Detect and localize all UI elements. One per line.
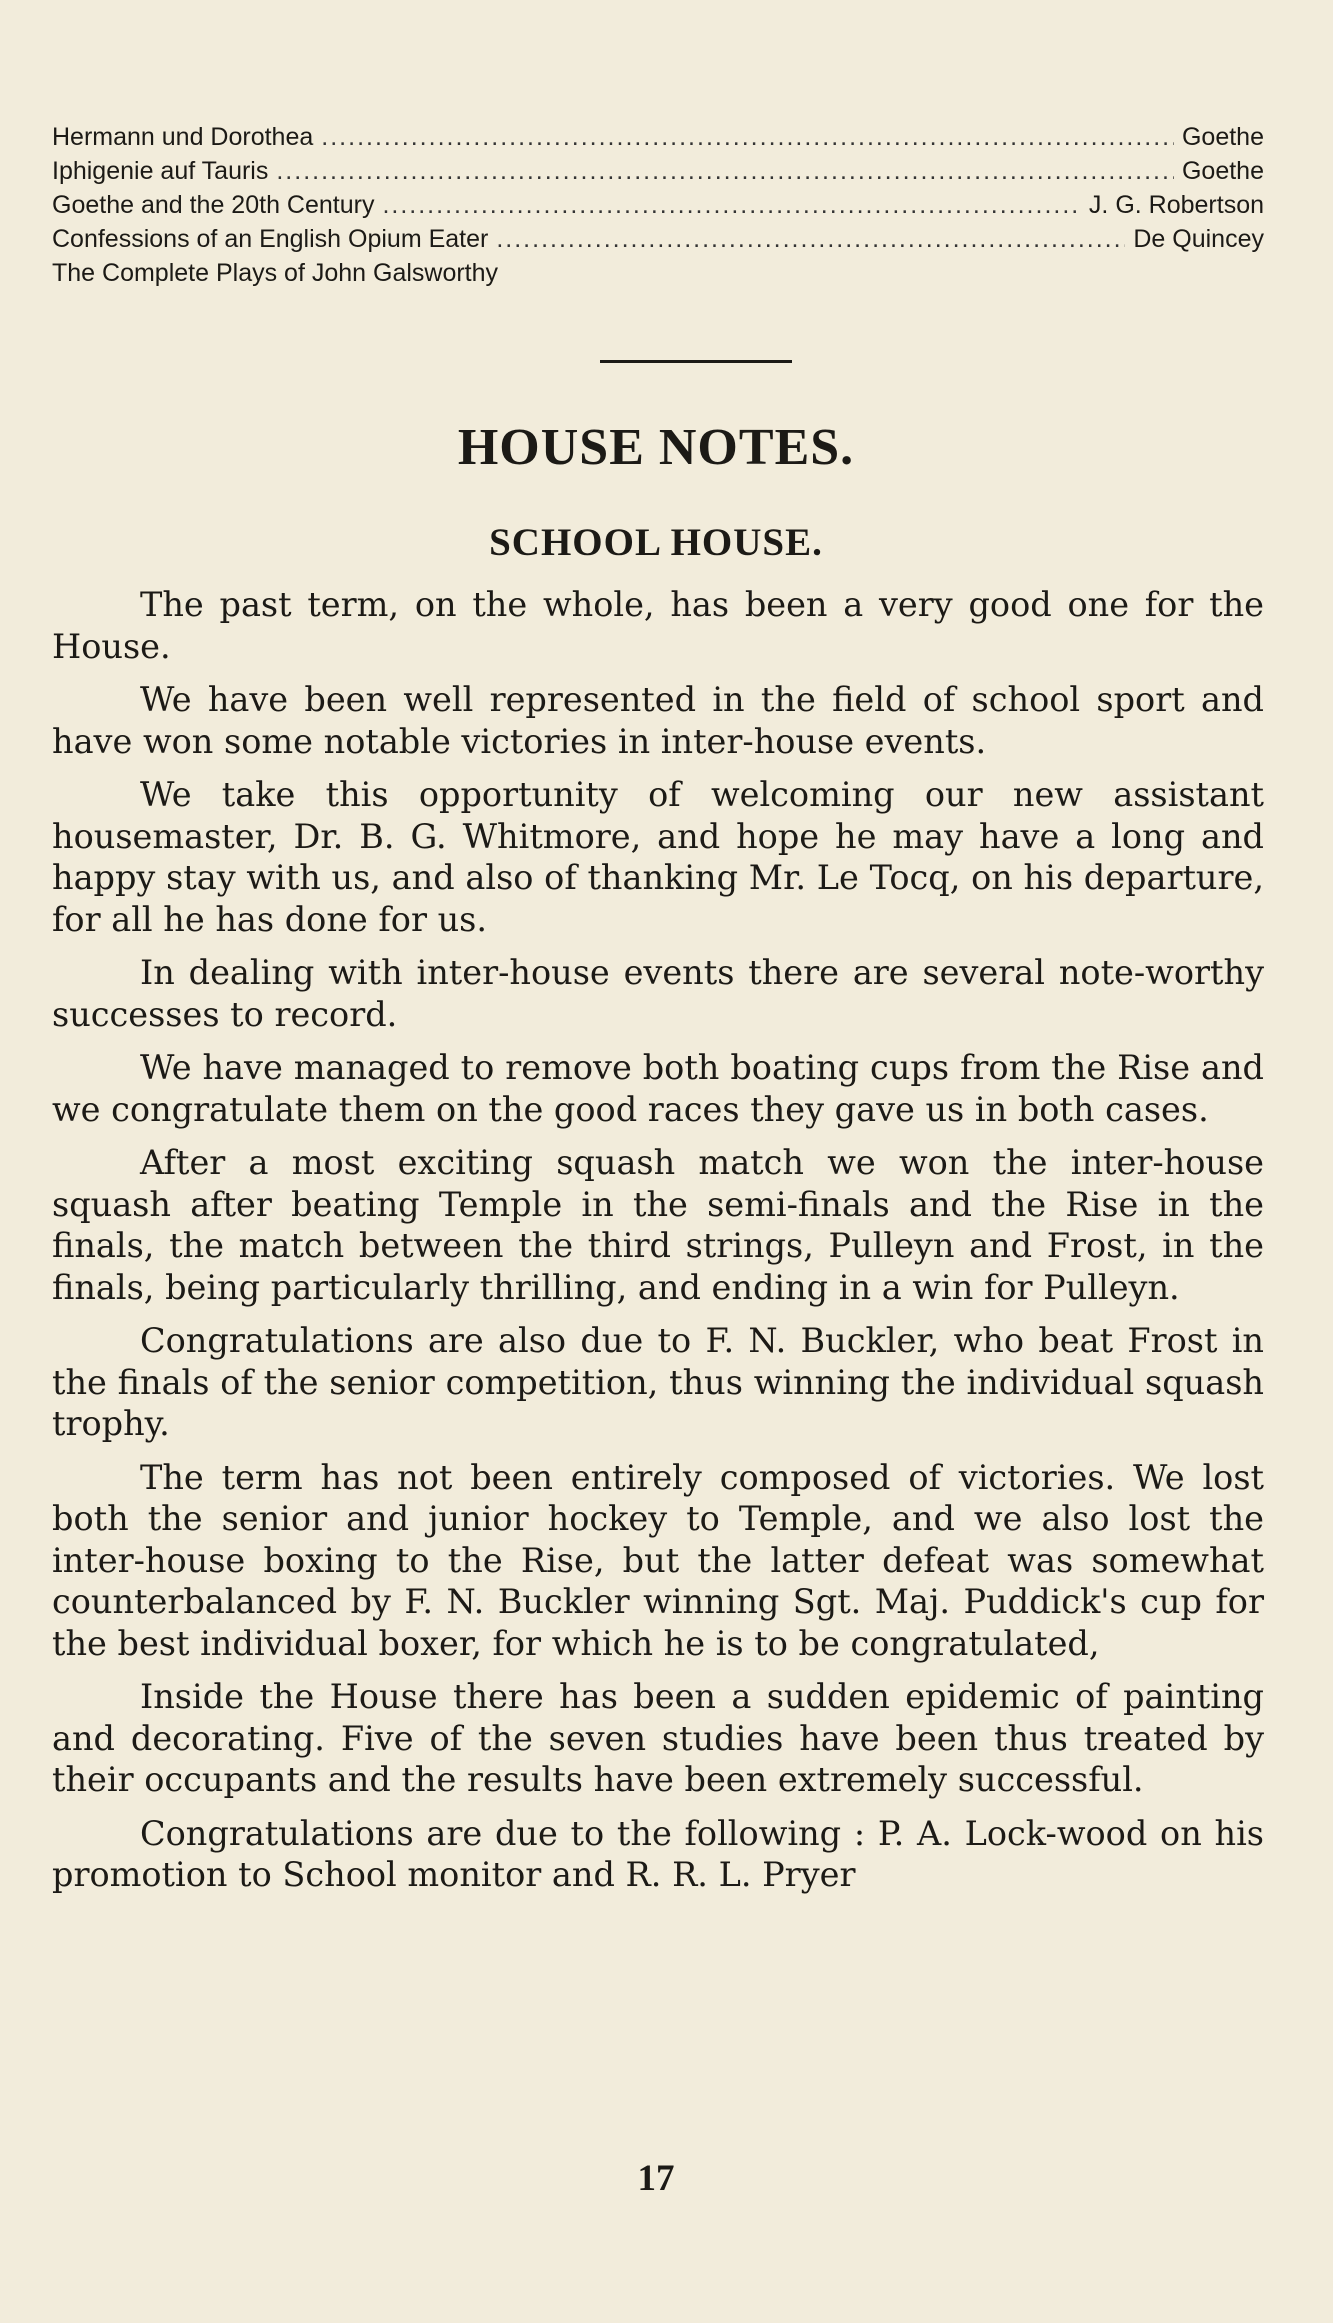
paragraph: After a most exciting squash match we won the inter-house squash after beating Temple in the semi-finals and the Rise in the finals, the match between the third strings, Pulleyn and Frost, in the finals, being particularly thrilling, and ending in a win for Pulleyn. (52, 1143, 1264, 1307)
section-divider (600, 360, 792, 363)
paragraph: We take this opportunity of welcoming our new assistant housemaster, Dr. B. G. Whitmore, and hope he may have a long and happy stay with us, and also of thanking Mr. Le Tocq, on his departure, for all he has done for us. (52, 775, 1264, 939)
paragraph: We have been well represented in the field of school sport and have won some notable victories in inter-house events. (52, 680, 1264, 761)
book-title: Iphigenie auf Tauris (52, 157, 269, 185)
book-author: De Quincey (1133, 225, 1264, 253)
paragraph: The past term, on the whole, has been a very good one for the House. (52, 585, 1264, 666)
dot-leader (276, 154, 1174, 188)
book-title: Confessions of an English Opium Eater (52, 225, 489, 253)
paragraph: Congratulations are also due to F. N. Buckler, who beat Frost in the finals of the senior competition, thus winning the individual squash trophy. (52, 1321, 1264, 1443)
section-heading: SCHOOL HOUSE. (489, 521, 823, 564)
paragraph: We have managed to remove both boating cups from the Rise and we congratulate them on the good races they gave us in both cases. (52, 1048, 1264, 1129)
book-author: Goethe (1181, 123, 1264, 151)
page-heading: HOUSE NOTES. (457, 419, 855, 476)
dot-leader (321, 120, 1174, 154)
book-title: Goethe and the 20th Century (52, 191, 375, 219)
book-title: Hermann und Dorothea (52, 123, 314, 151)
book-list-item (52, 188, 1264, 222)
book-list-item (52, 120, 1264, 154)
book-list-item (52, 222, 1264, 256)
paragraph: Inside the House there has been a sudden epidemic of painting and decorating. Five of the seven studies have been thus treated by their occupants and the results have been extremely successful. (52, 1677, 1264, 1799)
page-number: 17 (637, 2158, 675, 2199)
book-author: Goethe (1181, 157, 1264, 185)
dot-leader (496, 222, 1125, 256)
book-title: The Complete Plays of John Galsworthy (52, 259, 499, 287)
book-list (52, 120, 1264, 290)
dot-leader (382, 188, 1080, 222)
article-body (52, 584, 1264, 1908)
paragraph: The term has not been entirely composed of victories. We lost both the senior and junior hockey to Temple, and we also lost the inter-house boxing to the Rise, but the latter defeat was somewhat counterbalanced by F. N. Buckler winning Sgt. Maj. Puddick's cup for the best individual boxer, for which he is to be congratulated, (52, 1457, 1264, 1663)
paragraph: In dealing with inter-house events there are several note-worthy successes to record. (52, 953, 1264, 1034)
book-author: J. G. Robertson (1088, 191, 1264, 219)
book-list-item (52, 154, 1264, 188)
book-list-item (52, 256, 1264, 290)
paragraph: Congratulations are due to the following : P. A. Lock-wood on his promotion to School monitor and R. R. L. Pryer (52, 1813, 1264, 1894)
